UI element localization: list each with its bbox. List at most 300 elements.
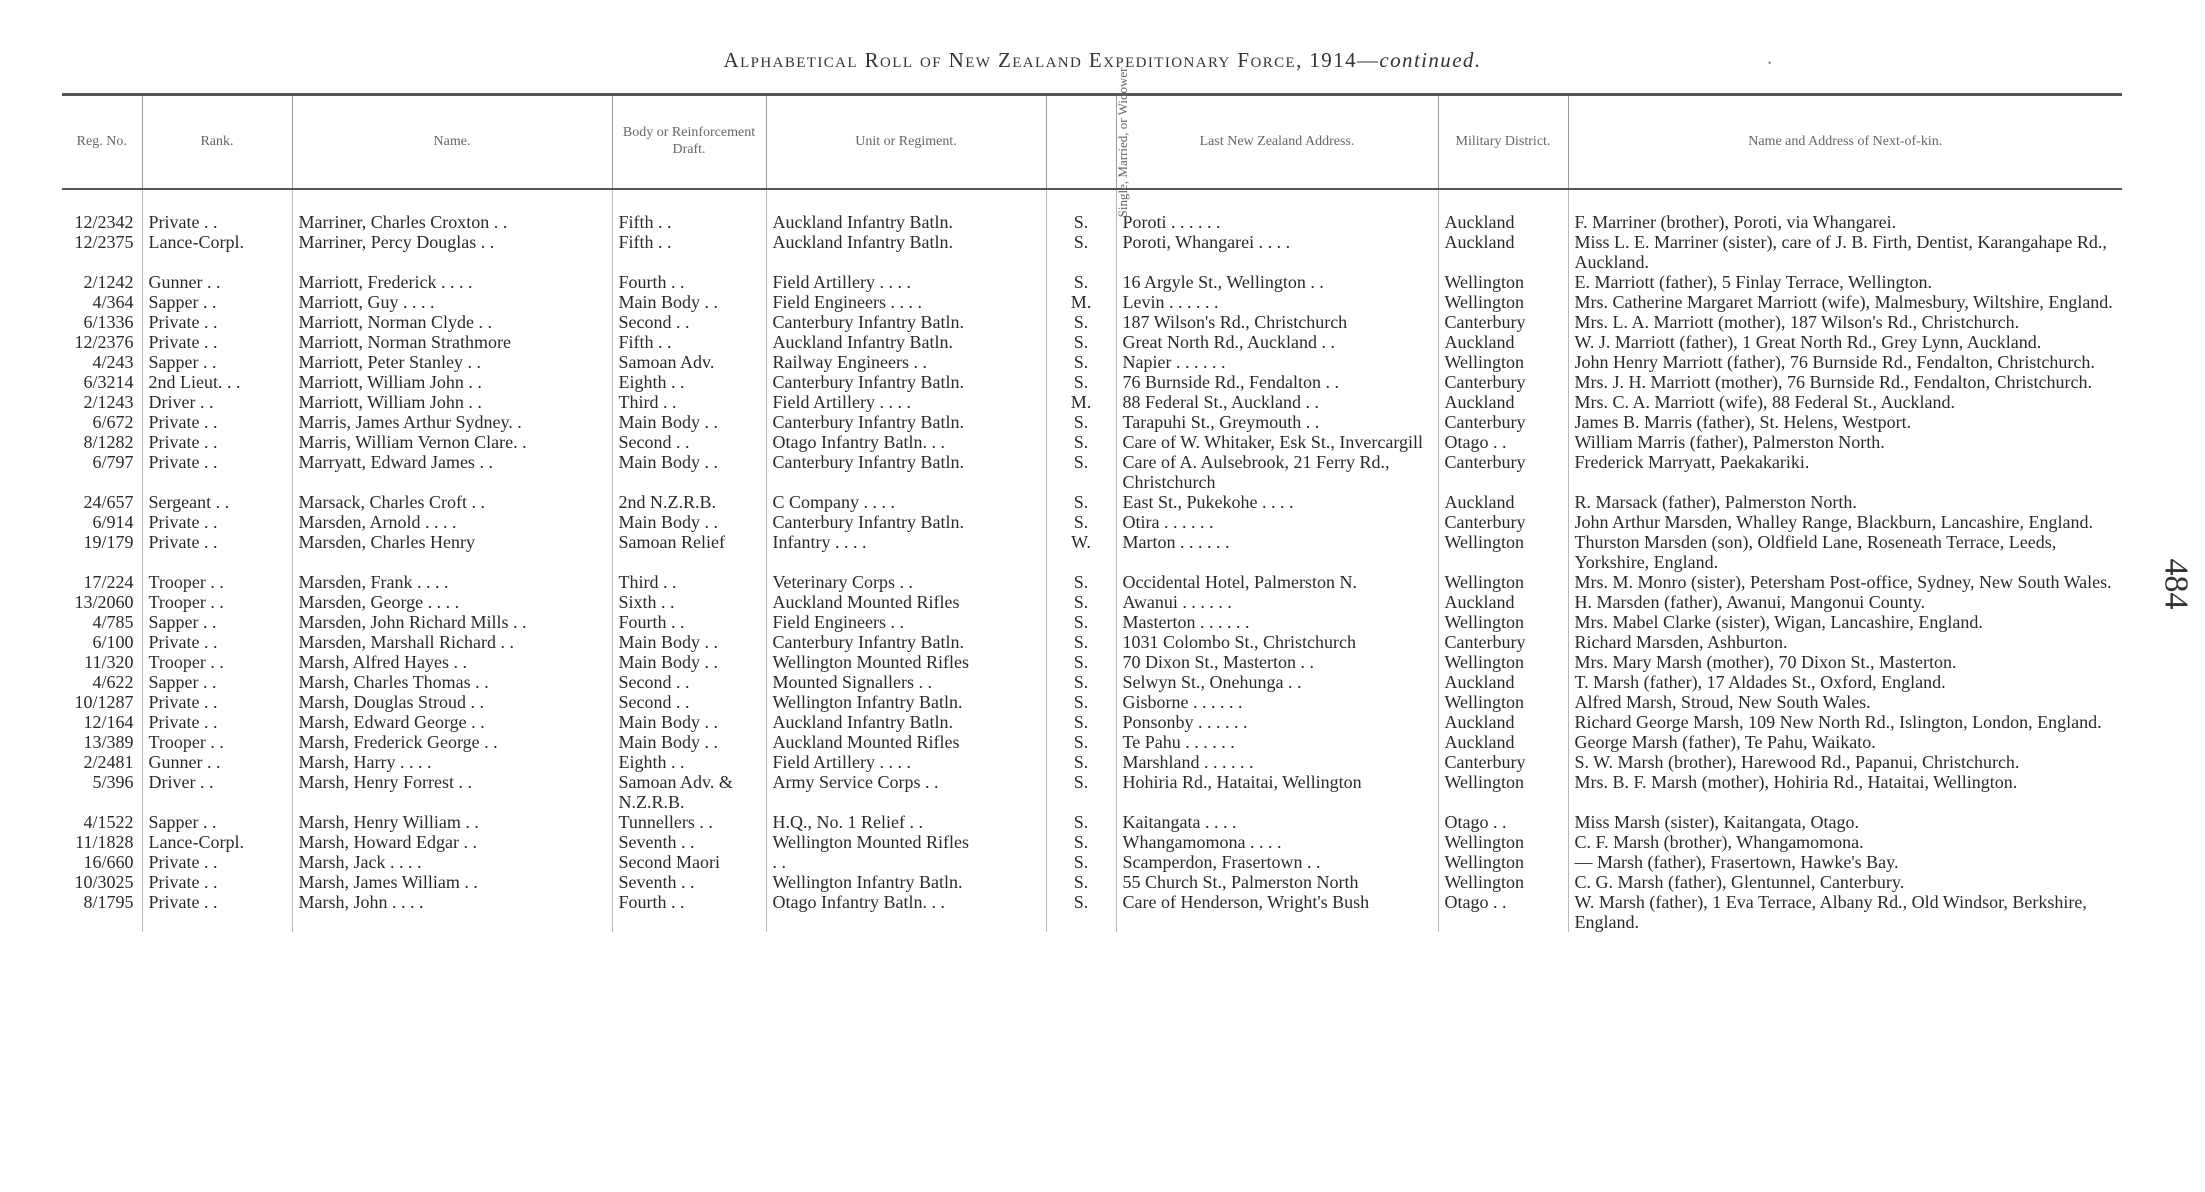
next-of-kin-cell: Mrs. C. A. Marriott (wife), 88 Federal St., Auckland.	[1568, 392, 2122, 412]
district-cell: Auckland	[1438, 672, 1568, 692]
reg-no-cell: 11/1828	[75, 832, 134, 852]
next-of-kin-cell: Mrs. J. H. Marriott (mother), 76 Burnside Rd., Fendalton, Christchurch.	[1568, 372, 2122, 392]
name-cell: Marsh, James William . .	[292, 872, 612, 892]
district-cell: Auckland	[1438, 592, 1568, 612]
name-cell: Marsden, Marshall Richard . .	[292, 632, 612, 652]
name-cell: Marriott, Norman Clyde . .	[292, 312, 612, 332]
district-cell: Wellington	[1438, 652, 1568, 672]
district-cell: Auckland	[1438, 392, 1568, 412]
next-of-kin-cell: T. Marsh (father), 17 Aldades St., Oxford, England.	[1568, 672, 2122, 692]
address-cell: Occidental Hotel, Palmerston N.	[1116, 572, 1438, 592]
district-cell: Canterbury	[1438, 752, 1568, 772]
header-name: Name.	[292, 95, 612, 190]
unit-cell: Auckland Infantry Batln.	[766, 332, 1046, 352]
draft-cell: Main Body . .	[612, 712, 766, 732]
unit-cell: Canterbury Infantry Batln.	[766, 512, 1046, 532]
address-cell: Marton . . . . . .	[1116, 532, 1438, 572]
rank-cell: Driver . .	[142, 392, 292, 412]
header-reg-no: Reg. No.	[62, 95, 142, 190]
status-cell: S.	[1046, 832, 1116, 852]
district-cell: Auckland	[1438, 232, 1568, 272]
rank-cell: Driver . .	[142, 772, 292, 812]
unit-cell: Canterbury Infantry Batln.	[766, 412, 1046, 432]
district-cell: Wellington	[1438, 852, 1568, 872]
unit-cell: Canterbury Infantry Batln.	[766, 452, 1046, 492]
rank-cell: Private . .	[142, 332, 292, 352]
next-of-kin-cell: Mrs. Mary Marsh (mother), 70 Dixon St., Masterton.	[1568, 652, 2122, 672]
table-row	[62, 492, 2122, 512]
name-cell: Marris, James Arthur Sydney. .	[292, 412, 612, 432]
header-status	[1046, 64, 1130, 217]
next-of-kin-cell: Mrs. Mabel Clarke (sister), Wigan, Lancashire, England.	[1568, 612, 2122, 632]
status-cell: S.	[1046, 752, 1116, 772]
reg-no-cell: 6/914	[92, 512, 134, 532]
rank-cell: Sapper . .	[142, 612, 292, 632]
reg-no-cell: 13/389	[83, 732, 134, 752]
rank-cell: Private . .	[142, 852, 292, 872]
address-cell: 1031 Colombo St., Christchurch	[1116, 632, 1438, 652]
district-cell: Wellington	[1438, 692, 1568, 712]
reg-no-cell: 10/1287	[74, 692, 134, 712]
table-row	[62, 272, 2122, 292]
unit-cell: Canterbury Infantry Batln.	[766, 312, 1046, 332]
header-rank: Rank.	[142, 95, 292, 190]
rank-cell: Gunner . .	[142, 752, 292, 772]
rank-cell: Private . .	[142, 872, 292, 892]
draft-cell: Second . .	[612, 692, 766, 712]
unit-cell: Field Engineers . . . .	[766, 292, 1046, 312]
reg-no-cell: 4/622	[92, 672, 134, 692]
district-cell: Otago . .	[1438, 432, 1568, 452]
address-cell: Great North Rd., Auckland . .	[1116, 332, 1438, 352]
status-cell: M.	[1046, 292, 1116, 312]
next-of-kin-cell: Mrs. M. Monro (sister), Petersham Post-office, Sydney, New South Wales.	[1568, 572, 2122, 592]
name-cell: Marris, William Vernon Clare. .	[292, 432, 612, 452]
next-of-kin-cell: George Marsh (father), Te Pahu, Waikato.	[1568, 732, 2122, 752]
name-cell: Marryatt, Edward James . .	[292, 452, 612, 492]
address-cell: Te Pahu . . . . . .	[1116, 732, 1438, 752]
reg-no-cell: 2/2481	[83, 752, 134, 772]
header-status-label: Single, Married, or Widower.	[1114, 64, 1130, 217]
table-row	[62, 532, 2122, 572]
unit-cell: Wellington Infantry Batln.	[766, 872, 1046, 892]
table-row	[62, 572, 2122, 592]
draft-cell: Seventh . .	[612, 832, 766, 852]
table-row	[62, 752, 2122, 772]
status-cell: W.	[1046, 532, 1116, 572]
status-cell: S.	[1046, 592, 1116, 612]
page-mark: •	[1768, 58, 1772, 68]
unit-cell: Field Artillery . . . .	[766, 752, 1046, 772]
unit-cell: Veterinary Corps . .	[766, 572, 1046, 592]
reg-no-cell: 10/3025	[74, 872, 134, 892]
unit-cell: Army Service Corps . .	[766, 772, 1046, 812]
name-cell: Marsden, George . . . .	[292, 592, 612, 612]
address-cell: Care of W. Whitaker, Esk St., Invercargill	[1116, 432, 1438, 452]
draft-cell: Fifth . .	[612, 189, 766, 232]
next-of-kin-cell: C. F. Marsh (brother), Whangamomona.	[1568, 832, 2122, 852]
reg-no-cell: 2/1243	[83, 392, 134, 412]
name-cell: Marsh, Howard Edgar . .	[292, 832, 612, 852]
address-cell: Otira . . . . . .	[1116, 512, 1438, 532]
address-cell: 76 Burnside Rd., Fendalton . .	[1116, 372, 1438, 392]
next-of-kin-cell: H. Marsden (father), Awanui, Mangonui County.	[1568, 592, 2122, 612]
status-cell: S.	[1046, 692, 1116, 712]
address-cell: 16 Argyle St., Wellington . .	[1116, 272, 1438, 292]
table-row	[62, 512, 2122, 532]
name-cell: Marsh, Jack . . . .	[292, 852, 612, 872]
unit-cell: Canterbury Infantry Batln.	[766, 372, 1046, 392]
next-of-kin-cell: James B. Marris (father), St. Helens, Westport.	[1568, 412, 2122, 432]
district-cell: Wellington	[1438, 572, 1568, 592]
reg-no-cell: 6/672	[92, 412, 134, 432]
header-row	[62, 95, 2122, 190]
address-cell: Poroti . . . . . .	[1116, 189, 1438, 232]
reg-no-cell: 6/100	[92, 632, 134, 652]
rank-cell: Private . .	[142, 452, 292, 492]
rank-cell: Trooper . .	[142, 732, 292, 752]
draft-cell: Tunnellers . .	[612, 812, 766, 832]
status-cell: S.	[1046, 652, 1116, 672]
unit-cell: Auckland Infantry Batln.	[766, 712, 1046, 732]
table-row	[62, 412, 2122, 432]
status-cell: S.	[1046, 372, 1116, 392]
name-cell: Marsden, Arnold . . . .	[292, 512, 612, 532]
unit-cell: C Company . . . .	[766, 492, 1046, 512]
table-row	[62, 632, 2122, 652]
name-cell: Marsh, Henry Forrest . .	[292, 772, 612, 812]
reg-no-cell: 6/797	[92, 452, 134, 472]
header-draft: Body or Reinforcement Draft.	[612, 95, 766, 190]
reg-no-cell: 6/3214	[83, 372, 134, 392]
rank-cell: Sapper . .	[142, 672, 292, 692]
next-of-kin-cell: — Marsh (father), Frasertown, Hawke's Bay.	[1568, 852, 2122, 872]
reg-no-cell: 8/1282	[83, 432, 134, 452]
name-cell: Marsh, Charles Thomas . .	[292, 672, 612, 692]
table-row	[62, 652, 2122, 672]
unit-cell: . .	[766, 852, 1046, 872]
name-cell: Marriner, Percy Douglas . .	[292, 232, 612, 272]
name-cell: Marsh, Harry . . . .	[292, 752, 612, 772]
status-cell: S.	[1046, 812, 1116, 832]
draft-cell: Samoan Relief	[612, 532, 766, 572]
district-cell: Canterbury	[1438, 372, 1568, 392]
name-cell: Marsden, John Richard Mills . .	[292, 612, 612, 632]
table-row	[62, 312, 2122, 332]
status-cell: S.	[1046, 432, 1116, 452]
header-district: Military District.	[1438, 95, 1568, 190]
name-cell: Marriott, Norman Strathmore	[292, 332, 612, 352]
table-row	[62, 352, 2122, 372]
unit-cell: Infantry . . . .	[766, 532, 1046, 572]
draft-cell: Main Body . .	[612, 632, 766, 652]
rank-cell: Private . .	[142, 632, 292, 652]
rank-cell: Private . .	[142, 512, 292, 532]
unit-cell: Field Artillery . . . .	[766, 272, 1046, 292]
status-cell: S.	[1046, 732, 1116, 752]
next-of-kin-cell: C. G. Marsh (father), Glentunnel, Canterbury.	[1568, 872, 2122, 892]
address-cell: Marshland . . . . . .	[1116, 752, 1438, 772]
district-cell: Canterbury	[1438, 452, 1568, 492]
unit-cell: Auckland Infantry Batln.	[766, 189, 1046, 232]
next-of-kin-cell: Mrs. Catherine Margaret Marriott (wife), Malmesbury, Wiltshire, England.	[1568, 292, 2122, 312]
status-cell: S.	[1046, 492, 1116, 512]
address-cell: Care of Henderson, Wright's Bush	[1116, 892, 1438, 932]
address-cell: Hohiria Rd., Hataitai, Wellington	[1116, 772, 1438, 812]
next-of-kin-cell: W. J. Marriott (father), 1 Great North Rd., Grey Lynn, Auckland.	[1568, 332, 2122, 352]
next-of-kin-cell: S. W. Marsh (brother), Harewood Rd., Papanui, Christchurch.	[1568, 752, 2122, 772]
reg-no-cell: 4/243	[92, 352, 134, 372]
table-row	[62, 712, 2122, 732]
table-row	[62, 292, 2122, 312]
draft-cell: Third . .	[612, 572, 766, 592]
draft-cell: Main Body . .	[612, 732, 766, 752]
rank-cell: Sergeant . .	[142, 492, 292, 512]
rank-cell: Trooper . .	[142, 652, 292, 672]
district-cell: Wellington	[1438, 832, 1568, 852]
name-cell: Marsden, Frank . . . .	[292, 572, 612, 592]
draft-cell: Fourth . .	[612, 272, 766, 292]
rank-cell: Private . .	[142, 432, 292, 452]
name-cell: Marsh, Douglas Stroud . .	[292, 692, 612, 712]
rank-cell: Sapper . .	[142, 292, 292, 312]
reg-no-cell: 13/2060	[74, 592, 134, 612]
reg-no-cell: 16/660	[83, 852, 134, 872]
district-cell: Canterbury	[1438, 312, 1568, 332]
page-title-main: Alphabetical Roll of New Zealand Expeditionary Force, 1914—	[723, 48, 1380, 72]
table-row	[62, 872, 2122, 892]
district-cell: Wellington	[1438, 272, 1568, 292]
address-cell: Levin . . . . . .	[1116, 292, 1438, 312]
district-cell: Canterbury	[1438, 512, 1568, 532]
status-cell: S.	[1046, 452, 1116, 492]
next-of-kin-cell: Frederick Marryatt, Paekakariki.	[1568, 452, 2122, 492]
table-row	[62, 392, 2122, 412]
address-cell: 70 Dixon St., Masterton . .	[1116, 652, 1438, 672]
next-of-kin-cell: John Henry Marriott (father), 76 Burnside Rd., Fendalton, Christchurch.	[1568, 352, 2122, 372]
roll-table	[62, 64, 2122, 932]
table-row	[62, 189, 2122, 232]
address-cell: Selwyn St., Onehunga . .	[1116, 672, 1438, 692]
draft-cell: Sixth . .	[612, 592, 766, 612]
next-of-kin-cell: William Marris (father), Palmerston North.	[1568, 432, 2122, 452]
reg-no-cell: 12/2376	[74, 332, 134, 352]
status-cell: S.	[1046, 332, 1116, 352]
next-of-kin-cell: John Arthur Marsden, Whalley Range, Blackburn, Lancashire, England.	[1568, 512, 2122, 532]
table-row	[62, 672, 2122, 692]
table-row	[62, 432, 2122, 452]
unit-cell: Wellington Mounted Rifles	[766, 652, 1046, 672]
name-cell: Marsack, Charles Croft . .	[292, 492, 612, 512]
name-cell: Marriott, William John . .	[292, 372, 612, 392]
address-cell: Scamperdon, Frasertown . .	[1116, 852, 1438, 872]
rank-cell: Lance-Corpl.	[142, 232, 292, 272]
rank-cell: Private . .	[142, 692, 292, 712]
unit-cell: Railway Engineers . .	[766, 352, 1046, 372]
name-cell: Marriott, William John . .	[292, 392, 612, 412]
rank-cell: Sapper . .	[142, 812, 292, 832]
address-cell: Poroti, Whangarei . . . .	[1116, 232, 1438, 272]
status-cell: S.	[1046, 352, 1116, 372]
roll-body	[62, 189, 2122, 932]
unit-cell: Wellington Mounted Rifles	[766, 832, 1046, 852]
address-cell: Gisborne . . . . . .	[1116, 692, 1438, 712]
next-of-kin-cell: F. Marriner (brother), Poroti, via Whangarei.	[1568, 189, 2122, 232]
table-row	[62, 692, 2122, 712]
address-cell: 55 Church St., Palmerston North	[1116, 872, 1438, 892]
status-cell: S.	[1046, 189, 1116, 232]
unit-cell: Field Artillery . . . .	[766, 392, 1046, 412]
rank-cell: Lance-Corpl.	[142, 832, 292, 852]
address-cell: 88 Federal St., Auckland . .	[1116, 392, 1438, 412]
draft-cell: Main Body . .	[612, 412, 766, 432]
status-cell: S.	[1046, 612, 1116, 632]
draft-cell: Second . .	[612, 432, 766, 452]
rank-cell: Private . .	[142, 892, 292, 932]
unit-cell: Otago Infantry Batln. . .	[766, 432, 1046, 452]
draft-cell: Fifth . .	[612, 232, 766, 272]
header-unit: Unit or Regiment.	[766, 95, 1046, 190]
reg-no-cell: 24/657	[83, 492, 134, 512]
address-cell: East St., Pukekohe . . . .	[1116, 492, 1438, 512]
unit-cell: Auckland Mounted Rifles	[766, 592, 1046, 612]
next-of-kin-cell: Thurston Marsden (son), Oldfield Lane, Roseneath Terrace, Leeds, Yorkshire, England.	[1568, 532, 2122, 572]
status-cell: S.	[1046, 272, 1116, 292]
table-row	[62, 892, 2122, 932]
rank-cell: Private . .	[142, 712, 292, 732]
address-cell: Awanui . . . . . .	[1116, 592, 1438, 612]
draft-cell: Main Body . .	[612, 512, 766, 532]
name-cell: Marsh, Edward George . .	[292, 712, 612, 732]
draft-cell: Second . .	[612, 312, 766, 332]
district-cell: Wellington	[1438, 292, 1568, 312]
draft-cell: Main Body . .	[612, 452, 766, 492]
next-of-kin-cell: Mrs. B. F. Marsh (mother), Hohiria Rd., Hataitai, Wellington.	[1568, 772, 2122, 812]
address-cell: Ponsonby . . . . . .	[1116, 712, 1438, 732]
unit-cell: Mounted Signallers . .	[766, 672, 1046, 692]
district-cell: Wellington	[1438, 612, 1568, 632]
rank-cell: Private . .	[142, 189, 292, 232]
draft-cell: Samoan Adv. & N.Z.R.B.	[612, 772, 766, 812]
unit-cell: Auckland Mounted Rifles	[766, 732, 1046, 752]
status-cell: S.	[1046, 632, 1116, 652]
draft-cell: Main Body . .	[612, 292, 766, 312]
reg-no-cell: 11/320	[84, 652, 134, 672]
page-title-continued: continued.	[1379, 48, 1482, 72]
table-row	[62, 772, 2122, 812]
status-cell: S.	[1046, 772, 1116, 812]
name-cell: Marriott, Frederick . . . .	[292, 272, 612, 292]
reg-no-cell: 19/179	[83, 532, 134, 552]
table-row	[62, 592, 2122, 612]
reg-no-cell: 17/224	[83, 572, 134, 592]
district-cell: Wellington	[1438, 772, 1568, 812]
rank-cell: Private . .	[142, 412, 292, 432]
district-cell: Otago . .	[1438, 812, 1568, 832]
district-cell: Auckland	[1438, 189, 1568, 232]
name-cell: Marsh, Frederick George . .	[292, 732, 612, 752]
rank-cell: Gunner . .	[142, 272, 292, 292]
name-cell: Marriner, Charles Croxton . .	[292, 189, 612, 232]
header-next-of-kin: Name and Address of Next-of-kin.	[1568, 95, 2122, 190]
district-cell: Wellington	[1438, 532, 1568, 572]
status-cell: M.	[1046, 392, 1116, 412]
rank-cell: 2nd Lieut. . .	[142, 372, 292, 392]
district-cell: Wellington	[1438, 872, 1568, 892]
rank-cell: Private . .	[142, 532, 292, 572]
next-of-kin-cell: Miss Marsh (sister), Kaitangata, Otago.	[1568, 812, 2122, 832]
district-cell: Canterbury	[1438, 412, 1568, 432]
draft-cell: Second . .	[612, 672, 766, 692]
name-cell: Marsh, Alfred Hayes . .	[292, 652, 612, 672]
next-of-kin-cell: W. Marsh (father), 1 Eva Terrace, Albany Rd., Old Windsor, Berkshire, England.	[1568, 892, 2122, 932]
next-of-kin-cell: Mrs. L. A. Marriott (mother), 187 Wilson's Rd., Christchurch.	[1568, 312, 2122, 332]
address-cell: 187 Wilson's Rd., Christchurch	[1116, 312, 1438, 332]
status-cell: S.	[1046, 232, 1116, 272]
rank-cell: Sapper . .	[142, 352, 292, 372]
status-cell: S.	[1046, 672, 1116, 692]
address-cell: Masterton . . . . . .	[1116, 612, 1438, 632]
name-cell: Marsden, Charles Henry	[292, 532, 612, 572]
rank-cell: Trooper . .	[142, 572, 292, 592]
name-cell: Marsh, John . . . .	[292, 892, 612, 932]
rank-cell: Trooper . .	[142, 592, 292, 612]
reg-no-cell: 4/364	[92, 292, 134, 312]
unit-cell: Canterbury Infantry Batln.	[766, 632, 1046, 652]
table-row	[62, 832, 2122, 852]
reg-no-cell: 4/785	[92, 612, 134, 632]
draft-cell: Fifth . .	[612, 332, 766, 352]
table-row	[62, 372, 2122, 392]
draft-cell: Second Maori	[612, 852, 766, 872]
address-cell: Care of A. Aulsebrook, 21 Ferry Rd., Christchurch	[1116, 452, 1438, 492]
name-cell: Marsh, Henry William . .	[292, 812, 612, 832]
address-cell: Whangamomona . . . .	[1116, 832, 1438, 852]
status-cell: S.	[1046, 872, 1116, 892]
reg-no-cell: 2/1242	[83, 272, 134, 292]
status-cell: S.	[1046, 572, 1116, 592]
unit-cell: Otago Infantry Batln. . .	[766, 892, 1046, 932]
draft-cell: Eighth . .	[612, 372, 766, 392]
draft-cell: Fourth . .	[612, 612, 766, 632]
draft-cell: Samoan Adv.	[612, 352, 766, 372]
table-row	[62, 852, 2122, 872]
draft-cell: Eighth . .	[612, 752, 766, 772]
page-number: 484	[2157, 558, 2195, 610]
table-row	[62, 232, 2122, 272]
district-cell: Auckland	[1438, 712, 1568, 732]
district-cell: Wellington	[1438, 352, 1568, 372]
reg-no-cell: 5/396	[92, 772, 134, 792]
district-cell: Auckland	[1438, 732, 1568, 752]
status-cell: S.	[1046, 892, 1116, 932]
status-cell: S.	[1046, 412, 1116, 432]
draft-cell: Fourth . .	[612, 892, 766, 932]
table-row	[62, 812, 2122, 832]
next-of-kin-cell: Miss L. E. Marriner (sister), care of J. B. Firth, Dentist, Karangahape Rd., Auckland.	[1568, 232, 2122, 272]
reg-no-cell: 12/164	[83, 712, 134, 732]
next-of-kin-cell: R. Marsack (father), Palmerston North.	[1568, 492, 2122, 512]
address-cell: Tarapuhi St., Greymouth . .	[1116, 412, 1438, 432]
reg-no-cell: 12/2342	[74, 212, 134, 232]
address-cell: Kaitangata . . . .	[1116, 812, 1438, 832]
name-cell: Marriott, Peter Stanley . .	[292, 352, 612, 372]
district-cell: Auckland	[1438, 492, 1568, 512]
next-of-kin-cell: Richard George Marsh, 109 New North Rd., Islington, London, England.	[1568, 712, 2122, 732]
reg-no-cell: 6/1336	[83, 312, 134, 332]
draft-cell: Main Body . .	[612, 652, 766, 672]
name-cell: Marriott, Guy . . . .	[292, 292, 612, 312]
